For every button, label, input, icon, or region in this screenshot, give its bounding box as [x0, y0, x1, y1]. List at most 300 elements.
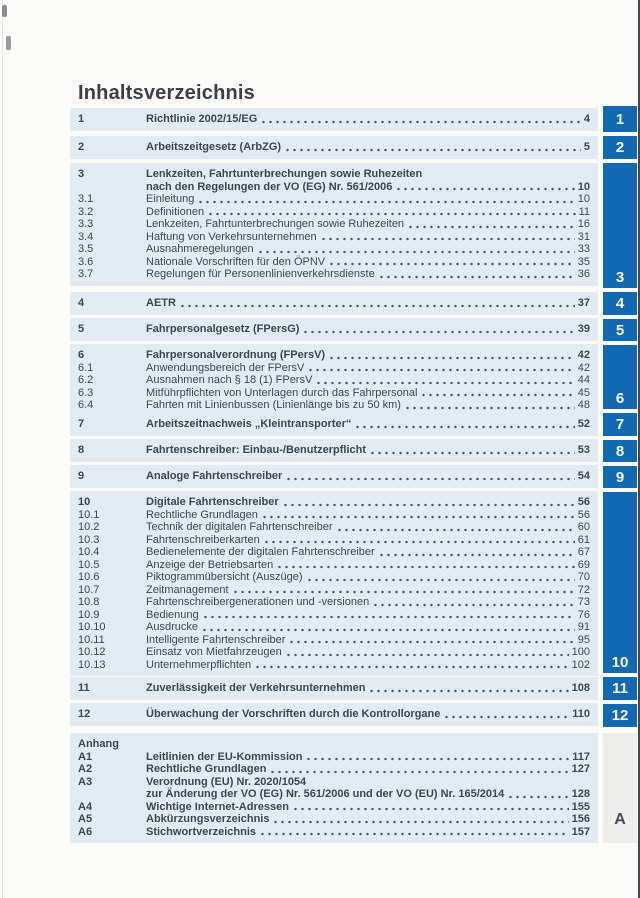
chapter-tab-12: 12: [603, 704, 637, 727]
toc-line: [146, 621, 590, 634]
entry-title: Anzeige der Betriebsarten: [146, 558, 274, 571]
entry-title: Stichwortverzeichnis: [146, 825, 257, 838]
toc-line: [146, 168, 590, 181]
toc-line: [146, 399, 590, 412]
entry-lines: [146, 141, 590, 154]
entry-title: Bedienelemente der digitalen Fahrtenschreiber: [146, 546, 375, 558]
page-number: 4: [583, 113, 590, 125]
toc-block: [70, 491, 598, 676]
dot-leader: [202, 615, 575, 619]
entry-title: Zuverlässigkeit der Verkehrsunternehmen: [146, 682, 366, 694]
entry-title: Fahrtenschreibergenerationen und -versionen: [146, 596, 370, 608]
entry-title: Fahrtenschreiberkarten: [146, 533, 260, 546]
chapter-tab-1: 1: [603, 106, 637, 132]
entry-number: 3.2: [78, 205, 94, 218]
toc-line: [146, 323, 590, 336]
entry-title: Intelligente Fahrtenschreiber: [146, 633, 286, 646]
appendix-tab: A: [603, 733, 637, 843]
toc-entry: [78, 496, 590, 509]
entry-lines: [146, 231, 590, 244]
entry-title: Fahrtenschreiber: Einbau-/Benutzerpflicht: [146, 444, 367, 456]
entry-lines: [146, 584, 590, 597]
entry-number: 1: [78, 113, 85, 125]
entry-number: 3: [78, 168, 85, 180]
toc-line: [146, 509, 590, 522]
toc-entry: [78, 596, 590, 609]
entry-title: Rechtliche Grundlagen: [146, 508, 258, 521]
scan-left-edge-line: [2, 0, 3, 898]
dot-leader: [197, 200, 574, 204]
toc-line: [146, 609, 590, 622]
page-number: 127: [571, 763, 590, 775]
toc-block: [70, 136, 598, 159]
toc-entry: [78, 297, 590, 310]
dot-leader: [232, 590, 575, 594]
entry-lines: [146, 243, 590, 256]
entry-title: Ausnahmen nach § 18 (1) FPersV: [146, 374, 313, 386]
page-number: 100: [571, 646, 590, 658]
page-number: 36: [577, 268, 590, 280]
entry-lines: [146, 496, 590, 509]
entry-lines: [146, 268, 590, 281]
entry-lines: [146, 634, 590, 647]
dot-leader: [285, 653, 569, 657]
page-number: 56: [577, 496, 590, 508]
entry-number: 6.1: [78, 361, 94, 374]
toc-line: [146, 571, 590, 584]
entry-title: Fahrpersonalverordnung (FPersV): [146, 349, 326, 361]
entry-title: Anwendungsbereich der FPersV: [146, 361, 305, 374]
toc-line: [146, 496, 590, 509]
page-number: 35: [577, 255, 590, 268]
entry-number: 10.7: [78, 583, 100, 596]
entry-title: Leitlinien der EU-Kommission: [146, 750, 303, 763]
entry-number: 7: [78, 418, 85, 430]
toc-line: [146, 763, 590, 776]
entry-title: Abkürzungsverzeichnis: [146, 813, 270, 825]
entry-title: Arbeitszeitnachweis „Kleintransporter“: [146, 418, 352, 430]
page-number: 5: [583, 141, 590, 153]
entry-number: 10.9: [78, 608, 100, 621]
toc-line: [146, 534, 590, 547]
toc-entry: [78, 323, 590, 336]
page-number: 128: [571, 788, 590, 800]
toc-entry: [78, 418, 590, 431]
dot-leader: [269, 770, 568, 774]
entry-lines: [146, 418, 590, 431]
chapter-tab-5: 5: [603, 319, 637, 341]
entry-number: 3.6: [78, 255, 94, 268]
toc-line: [146, 801, 590, 814]
toc-line: [146, 297, 590, 310]
toc-line: [146, 470, 590, 483]
entry-title: Ausdrucke: [146, 621, 198, 633]
toc-entry: [78, 374, 590, 387]
chapter-tab-7: 7: [603, 413, 637, 436]
page-number: 155: [571, 800, 590, 813]
entry-number: 10.10: [78, 621, 106, 633]
entry-number: 11: [78, 682, 90, 694]
toc-block: [70, 413, 598, 436]
entry-title: Mitführpflichten von Unterlagen durch das Fahrpersonal: [146, 386, 418, 399]
entry-lines: [146, 509, 590, 522]
entry-lines: [146, 256, 590, 269]
page-number: 70: [577, 571, 590, 583]
entry-number: 10.3: [78, 533, 100, 546]
dot-leader: [282, 503, 575, 507]
page-number: 110: [572, 708, 590, 720]
entry-lines: [146, 571, 590, 584]
entry-title: Überwachung der Vorschriften durch die Kontrollorgane: [146, 708, 441, 720]
entry-number: A5: [78, 813, 93, 825]
entry-title: Einleitung: [146, 193, 195, 205]
entry-number: 10.8: [78, 596, 100, 608]
toc-line: [146, 751, 590, 764]
toc-block: [70, 344, 598, 417]
dot-leader: [272, 820, 568, 824]
appendix-header: Anhang: [78, 738, 119, 750]
dot-leader: [201, 628, 575, 632]
toc-line: [146, 418, 590, 431]
entry-title: Ausnahmeregelungen: [146, 243, 254, 255]
page-number: 10: [577, 180, 590, 193]
toc-entry: [78, 659, 590, 672]
entry-lines: [146, 763, 590, 776]
dot-leader: [336, 528, 575, 532]
toc-line: [146, 546, 590, 559]
dot-leader: [292, 807, 569, 811]
toc-entry: [78, 509, 590, 522]
dot-leader: [307, 368, 574, 372]
toc-block: [70, 108, 598, 131]
entry-lines: [146, 621, 590, 634]
page-number: 53: [577, 444, 590, 456]
entry-number: 6.3: [78, 386, 94, 399]
toc-entry: [78, 763, 590, 776]
entry-number: A1: [78, 750, 93, 763]
toc-line: [146, 788, 590, 801]
entry-lines: [146, 168, 590, 193]
dot-leader: [305, 757, 569, 761]
entry-lines: [146, 776, 590, 801]
dot-leader: [328, 262, 575, 266]
toc-line: [146, 113, 590, 126]
toc-line: [146, 231, 590, 244]
entry-title: Arbeitszeitgesetz (ArbZG): [146, 141, 282, 153]
entry-number: 10.5: [78, 558, 100, 571]
page-number: 102: [571, 658, 590, 671]
toc-line: [146, 826, 590, 839]
toc-line: [146, 646, 590, 659]
toc-entry: [78, 243, 590, 256]
toc-entry: [78, 168, 590, 193]
dot-leader: [261, 515, 575, 519]
entry-number: 10.13: [78, 658, 106, 671]
scan-artifact-mark: [6, 36, 11, 50]
toc-entry: [78, 646, 590, 659]
entry-number: 12: [78, 708, 91, 720]
dot-leader: [263, 540, 575, 544]
toc-entry: [78, 231, 590, 244]
toc-line: [146, 374, 590, 387]
page-number: 108: [571, 682, 590, 694]
chapter-tab-8: 8: [603, 440, 637, 462]
toc-block: [70, 677, 598, 700]
entry-title: Analoge Fahrtenschreiber: [146, 470, 283, 482]
toc-line: [146, 559, 590, 572]
entry-title: Wichtige Internet-Adressen: [146, 800, 289, 813]
entry-lines: [146, 751, 590, 764]
scan-artifact-mark: [2, 5, 7, 17]
toc-entry: [78, 218, 590, 231]
toc-line: [146, 243, 590, 256]
page-number: 73: [577, 596, 590, 608]
entry-title: Richtlinie 2002/15/EG: [146, 113, 258, 125]
toc-entry: [78, 387, 590, 400]
page-number: 37: [577, 297, 590, 309]
entry-lines: [146, 218, 590, 231]
toc-line: [146, 813, 590, 826]
entry-number: 10.11: [78, 633, 105, 646]
entry-title: Digitale Fahrtenschreiber: [146, 496, 279, 508]
dot-leader: [254, 665, 568, 669]
entry-lines: [146, 374, 590, 387]
entry-title: Piktogrammübersicht (Auszüge): [146, 571, 303, 583]
page-number: 39: [577, 323, 590, 335]
toc-entry: [78, 399, 590, 412]
toc-line: [146, 682, 590, 695]
toc-entry: [78, 444, 590, 457]
entry-title: Regelungen für Personenlinienverkehrsdienste: [146, 268, 375, 280]
entry-lines: [146, 659, 590, 672]
chapter-tab-11: 11: [603, 677, 637, 700]
toc-line: [146, 776, 590, 789]
toc-entry: [78, 826, 590, 839]
entry-title: Haftung von Verkehrsunternehmen: [146, 230, 317, 243]
entry-lines: [146, 609, 590, 622]
toc-entry: [78, 813, 590, 826]
toc-block: [70, 733, 598, 843]
entry-lines: [146, 596, 590, 609]
entry-lines: [146, 801, 590, 814]
page-number: 48: [577, 399, 590, 411]
dot-leader: [257, 250, 575, 254]
entry-lines: [146, 521, 590, 534]
entry-number: 10.2: [78, 521, 100, 533]
toc-line: [146, 521, 590, 534]
page-number: 44: [577, 374, 590, 386]
entry-lines: [146, 826, 590, 839]
toc-line: [146, 659, 590, 672]
entry-lines: [146, 399, 590, 412]
page-number: 61: [577, 533, 590, 546]
page-number: 72: [577, 583, 590, 596]
entry-lines: [146, 206, 590, 219]
entry-number: 2: [78, 141, 85, 153]
entry-lines: [146, 682, 590, 695]
toc-line: [146, 181, 590, 194]
toc-entry: [78, 609, 590, 622]
entry-lines: [146, 646, 590, 659]
page-title: Inhaltsverzeichnis: [78, 82, 255, 104]
toc-entry: [78, 584, 590, 597]
dot-leader: [443, 715, 569, 719]
toc-block: [70, 292, 598, 315]
chapter-tab-4: 4: [603, 292, 637, 315]
toc-line: [146, 218, 590, 231]
entry-title: AETR: [146, 297, 176, 309]
entry-number: 10.12: [78, 646, 106, 658]
toc-line: [146, 362, 590, 375]
page-number: 33: [577, 243, 590, 255]
toc-entry: [78, 534, 590, 547]
dot-leader: [306, 578, 575, 582]
toc-block: [70, 163, 598, 286]
toc-entry: [78, 470, 590, 483]
entry-lines: [146, 193, 590, 206]
entry-lines: [146, 387, 590, 400]
page-number: 156: [571, 813, 590, 825]
entry-lines: [146, 323, 590, 336]
entry-lines: [146, 349, 590, 362]
entry-title: Rechtliche Grundlagen: [146, 763, 267, 775]
page-number: 42: [577, 361, 590, 374]
entry-number: 3.7: [78, 268, 94, 280]
chapter-tab-6: 6: [603, 345, 637, 409]
entry-number: 3.4: [78, 230, 94, 243]
entry-title: nach den Regelungen der VO (EG) Nr. 561/2006: [146, 180, 393, 193]
dot-leader: [302, 330, 574, 334]
entry-lines: [146, 113, 590, 126]
toc-line: [146, 596, 590, 609]
entry-title: Verordnung (EU) Nr. 2020/1054: [146, 775, 307, 788]
entry-title: Zeitmanagement: [146, 583, 229, 596]
toc-line: [146, 444, 590, 457]
entry-title: Definitionen: [146, 205, 205, 218]
entry-number: 4: [78, 297, 85, 309]
dot-leader: [285, 477, 574, 481]
chapter-tab-9: 9: [603, 466, 637, 488]
dot-leader: [259, 832, 569, 836]
entry-number: 6: [78, 349, 85, 361]
toc-entry: [78, 268, 590, 281]
dot-leader: [276, 565, 575, 569]
toc-entry: [78, 708, 590, 721]
dot-leader: [328, 356, 575, 360]
toc-entry: [78, 546, 590, 559]
toc-block: [70, 465, 598, 488]
dot-leader: [320, 237, 575, 241]
dot-leader: [354, 425, 574, 429]
entry-number: 10: [78, 496, 91, 508]
toc-entry: [78, 571, 590, 584]
entry-number: 3.1: [78, 193, 94, 205]
dot-leader: [179, 304, 575, 308]
entry-lines: [146, 470, 590, 483]
entry-title: Technik der digitalen Fahrtenschreiber: [146, 521, 333, 533]
page-number: 56: [577, 508, 590, 521]
entry-title: Fahrpersonalgesetz (FPersG): [146, 323, 300, 335]
toc-block: [70, 439, 598, 462]
page-number: 52: [577, 418, 590, 430]
entry-lines: [146, 444, 590, 457]
entry-lines: [146, 534, 590, 547]
toc-entry: [78, 362, 590, 375]
toc-block: [70, 703, 598, 726]
page-number: 76: [577, 608, 590, 621]
entry-title: zur Änderung der VO (EG) Nr. 561/2006 und der VO (EU) Nr. 165/2014: [146, 788, 505, 800]
entry-title: Fahrten mit Linienbussen (Linienlänge bis zu 50 km): [146, 399, 401, 411]
entry-title: Nationale Vorschriften für den ÖPNV: [146, 255, 326, 268]
page-number: 67: [577, 546, 590, 558]
dot-leader: [420, 393, 574, 397]
toc-entry: [78, 349, 590, 362]
toc-line: [146, 193, 590, 206]
page-number: 45: [577, 386, 590, 399]
toc-entry: [78, 801, 590, 814]
toc-entry: [78, 621, 590, 634]
page-number: 10: [577, 193, 590, 205]
entry-number: 5: [78, 323, 85, 335]
dot-leader: [288, 640, 574, 644]
dot-leader: [284, 148, 581, 152]
toc-entry: [78, 256, 590, 269]
dot-leader: [404, 406, 575, 410]
dot-leader: [407, 225, 575, 229]
entry-number: 3.5: [78, 243, 94, 255]
dot-leader: [260, 120, 581, 124]
dot-leader: [378, 275, 575, 279]
entry-number: 6.2: [78, 374, 94, 386]
dot-leader: [507, 795, 568, 799]
dot-leader: [368, 689, 568, 693]
chapter-tab-2: 2: [603, 136, 637, 159]
page-number: 91: [577, 621, 590, 633]
page-number: 11: [578, 205, 590, 218]
entry-lines: [146, 813, 590, 826]
toc-entry: [78, 113, 590, 126]
page-number: 157: [571, 825, 590, 838]
toc-line: [146, 256, 590, 269]
entry-lines: [146, 297, 590, 310]
toc-line: [146, 584, 590, 597]
entry-title: Lenkzeiten, Fahrtunterbrechungen sowie Ruhezeiten: [146, 218, 405, 230]
toc-line: [146, 141, 590, 154]
page-number: 16: [577, 218, 590, 230]
dot-leader: [315, 381, 574, 385]
entry-number: 10.1: [78, 508, 100, 521]
entry-lines: [146, 708, 590, 721]
entry-lines: [146, 362, 590, 375]
toc-line: [146, 708, 590, 721]
toc-entry: [78, 521, 590, 534]
toc-line: [146, 268, 590, 281]
page-number: 42: [577, 349, 590, 361]
entry-lines: [146, 559, 590, 572]
page-number: 60: [577, 521, 590, 533]
toc-entry: [78, 193, 590, 206]
entry-number: A6: [78, 825, 93, 838]
entry-number: 10.4: [78, 546, 100, 558]
toc-entry: [78, 634, 590, 647]
toc-line: [146, 387, 590, 400]
toc-entry: [78, 206, 590, 219]
entry-lines: [146, 546, 590, 559]
dot-leader: [378, 553, 575, 557]
chapter-tab-10: 10: [603, 492, 637, 673]
page-number: 117: [572, 750, 590, 763]
toc-line: [146, 206, 590, 219]
